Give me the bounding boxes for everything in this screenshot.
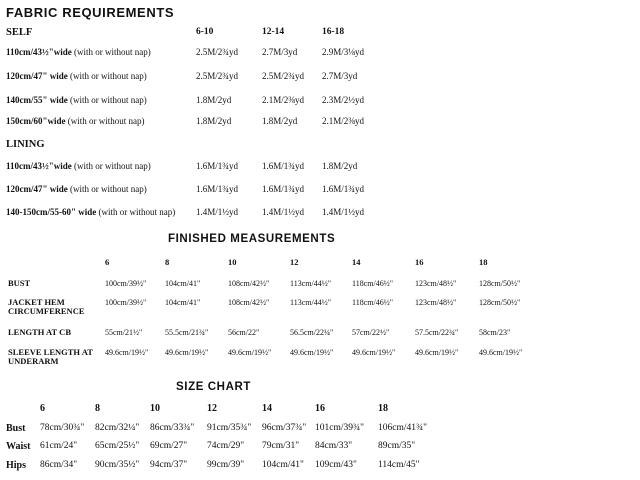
size-value: 86cm/33¾" [150,423,195,433]
fabric-value: 2.5M/2¾yd [196,71,239,81]
fabric-value: 2.7M/3yd [262,47,298,57]
size-value: 65cm/25½" [95,441,140,451]
size-value: 106cm/41¾" [378,423,427,433]
measurement-value: 57cm/22½" [352,328,390,337]
fabric-row-label [6,116,145,126]
measurement-value: 55cm/21½" [105,328,143,337]
fabric-width: 120cm/47" wide [6,184,68,194]
size-value: 86cm/34" [40,460,78,470]
measurement-value: 100cm/39½" [105,298,147,307]
fabric-row-label [6,71,147,81]
fabric-value: 1.4M/1½yd [262,207,305,217]
size-row-label: Hips [6,460,27,471]
fabric-value: 2.7M/3yd [322,71,358,81]
fabric-column-header: 6-10 [196,27,214,37]
fabric-nap-note: (with or without nap) [71,47,151,57]
size-value: 114cm/45" [378,460,420,470]
measurement-value: 49.6cm/19½" [105,348,149,357]
size-column-header: 10 [150,403,160,414]
size-value: 91cm/35¾" [207,423,252,433]
fabric-value: 1.6M/1¾yd [196,161,239,171]
fabric-value: 1.8M/2yd [322,161,358,171]
size-value: 84cm/33" [315,441,353,451]
measurement-value: 57.5cm/22¾" [415,328,459,337]
size-value: 82cm/32¼" [95,423,140,433]
fabric-value: 1.6M/1¾yd [262,184,305,194]
size-value: 69cm/27" [150,441,188,451]
measurement-value: 113cm/44½" [290,279,331,288]
measurement-value: 100cm/39½" [105,279,147,288]
measurement-value: 49.6cm/19½" [290,348,334,357]
fabric-value: 1.8M/2yd [196,95,232,105]
fabric-requirements-title: FABRIC REQUIREMENTS [6,5,175,20]
fabric-column-header: 12-14 [262,27,285,37]
size-value: 104cm/41" [262,460,304,470]
measurement-value: 104cm/41" [165,279,201,288]
measurement-column-header: 14 [352,257,361,267]
measurement-value: 58cm/23" [479,328,511,337]
measurement-column-header: 8 [165,257,170,267]
measurement-value: 128cm/50½" [479,279,521,288]
size-column-header: 18 [378,403,388,414]
fabric-value: 1.8M/2yd [196,116,232,126]
size-value: 78cm/30¾" [40,423,85,433]
measurement-value: 49.6cm/19½" [228,348,272,357]
fabric-width: 110cm/43½"wide [6,47,72,57]
measurement-value: 49.6cm/19½" [165,348,209,357]
measurement-value: 108cm/42½" [228,298,270,307]
size-value: 96cm/37¾" [262,423,307,433]
measurement-row-label: BUST [8,278,31,288]
fabric-nap-note: (with or without nap) [67,95,147,105]
measurement-column-header: 10 [228,257,237,267]
fabric-width: 140-150cm/55-60" wide [6,207,97,217]
fabric-row-label [6,184,147,194]
measurement-value: 56cm/22" [228,328,260,337]
fabric-nap-note: (with or without nap) [71,161,151,171]
fabric-value: 1.6M/1¾yd [322,184,365,194]
size-row-label: Waist [6,441,31,452]
fabric-nap-note: (with or without nap) [96,207,176,217]
measurement-value: 56.5cm/22¼" [290,328,334,337]
measurement-column-header: 12 [290,257,299,267]
fabric-nap-note: (with or without nap) [67,184,147,194]
size-column-header: 16 [315,403,325,414]
size-value: 61cm/24" [40,441,78,451]
finished-measurements-title: FINISHED MEASUREMENTS [168,233,336,245]
measurement-value: 108cm/42½" [228,279,270,288]
measurement-value: 49.6cm/19½" [479,348,523,357]
size-column-header: 14 [262,403,272,414]
size-value: 109cm/43" [315,460,357,470]
fabric-value: 1.8M/2yd [262,116,298,126]
measurement-value: 118cm/46½" [352,279,393,288]
measurement-value: 104cm/41" [165,298,201,307]
fabric-row-label [6,47,151,57]
measurement-value: 118cm/46½" [352,298,393,307]
self-section-label: SELF [6,27,33,38]
size-value: 101cm/39¾" [315,423,364,433]
fabric-nap-note: (with or without nap) [65,116,145,126]
fabric-value: 2.5M/2¾yd [196,47,239,57]
measurement-column-header: 18 [479,257,488,267]
fabric-width: 110cm/43½"wide [6,161,72,171]
measurement-column-header: 6 [105,257,110,267]
fabric-column-header: 16-18 [322,27,345,37]
size-value: 94cm/37" [150,460,188,470]
fabric-row-label [6,161,151,171]
measurement-value: 123cm/48½" [415,298,457,307]
measurement-value: 49.6cm/19½" [352,348,396,357]
fabric-value: 2.1M/2⅜yd [322,116,365,126]
size-value: 89cm/35" [378,441,416,451]
fabric-value: 2.1M/2⅜yd [262,95,305,105]
measurement-row-label: LENGTH AT CB [8,327,71,337]
fabric-row-label [6,95,147,105]
measurement-row-label: SLEEVE LENGTH AT UNDERARM [8,347,93,366]
fabric-value: 2.9M/3⅛yd [322,47,365,57]
size-value: 79cm/31" [262,441,300,451]
measurement-row-label: JACKET HEM CIRCUMFERENCE [8,297,85,316]
fabric-value: 1.6M/1¾yd [196,184,239,194]
fabric-value: 2.3M/2½yd [322,95,365,105]
fabric-value: 1.4M/1½yd [322,207,365,217]
lining-section-label: LINING [6,139,45,150]
fabric-width: 120cm/47" wide [6,71,68,81]
size-column-header: 12 [207,403,217,414]
fabric-width: 150cm/60"wide [6,116,66,126]
fabric-value: 1.4M/1½yd [196,207,239,217]
size-value: 99cm/39" [207,460,245,470]
measurement-value: 123cm/48½" [415,279,457,288]
measurement-value: 49.6cm/19½" [415,348,459,357]
size-column-header: 6 [40,403,45,414]
size-chart-title: SIZE CHART [176,381,251,393]
size-row-label: Bust [6,423,26,434]
measurement-column-header: 16 [415,257,424,267]
size-value: 90cm/35½" [95,460,140,470]
fabric-nap-note: (with or without nap) [67,71,147,81]
measurement-value: 55.5cm/21¾" [165,328,209,337]
fabric-row-label [6,207,175,217]
size-column-header: 8 [95,403,100,414]
fabric-value: 1.6M/1¾yd [262,161,305,171]
measurement-value: 128cm/50½" [479,298,521,307]
fabric-value: 2.5M/2¾yd [262,71,305,81]
measurement-value: 113cm/44½" [290,298,331,307]
fabric-width: 140cm/55" wide [6,95,68,105]
size-value: 74cm/29" [207,441,245,451]
